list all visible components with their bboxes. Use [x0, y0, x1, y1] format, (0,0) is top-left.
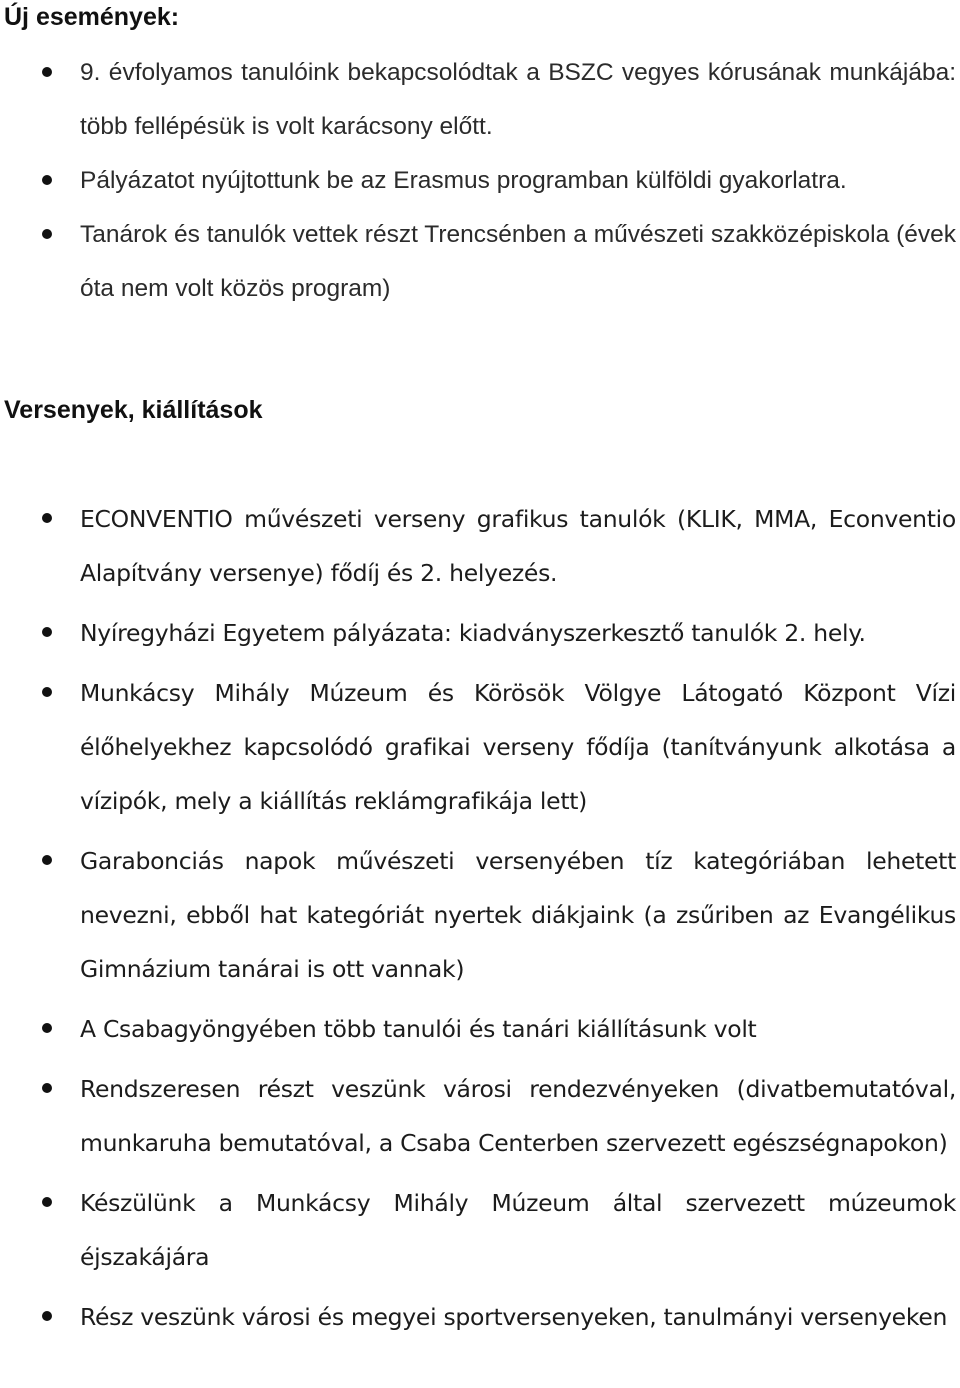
list-item: Rendszeresen részt veszünk városi rendezvényeken (divatbemutatóval, munkaruha bemutatóval, a Csaba Centerben szervezett egészségnapokon)	[0, 1062, 960, 1170]
list-item: Rész veszünk városi és megyei sportversenyeken, tanulmányi versenyeken	[0, 1290, 960, 1344]
list-item: Nyíregyházi Egyetem pályázata: kiadványszerkesztő tanulók 2. hely.	[0, 606, 960, 660]
new-events-list	[0, 46, 960, 316]
list-item: ECONVENTIO művészeti verseny grafikus tanulók (KLIK, MMA, Econventio Alapítvány versenye) fődíj és 2. helyezés.	[0, 492, 960, 600]
list-item: Garabonciás napok művészeti versenyében tíz kategóriában lehetett nevezni, ebből hat kategóriát nyertek diákjaink (a zsűriben az Evangélikus Gimnázium tanárai is ott vannak)	[0, 834, 960, 996]
section-heading-new-events: Új események:	[4, 3, 180, 31]
list-item: Pályázatot nyújtottunk be az Erasmus programban külföldi gyakorlatra.	[0, 154, 960, 208]
competitions-list	[0, 492, 960, 1344]
section-heading-competitions: Versenyek, kiállítások	[4, 396, 263, 424]
list-item: Munkácsy Mihály Múzeum és Körösök Völgye Látogató Központ Vízi élőhelyekhez kapcsolódó grafikai verseny fődíja (tanítványunk alkotása a vízipók, mely a kiállítás reklámgrafikája lett)	[0, 666, 960, 828]
list-item: Készülünk a Munkácsy Mihály Múzeum által szervezett múzeumok éjszakájára	[0, 1176, 960, 1284]
list-item: 9. évfolyamos tanulóink bekapcsolódtak a BSZC vegyes kórusának munkájába: több fellépésük is volt karácsony előtt.	[0, 46, 960, 154]
list-item: A Csabagyöngyében több tanulói és tanári kiállításunk volt	[0, 1002, 960, 1056]
list-item: Tanárok és tanulók vettek részt Trencsénben a művészeti szakközépiskola (évek óta nem volt közös program)	[0, 208, 960, 316]
